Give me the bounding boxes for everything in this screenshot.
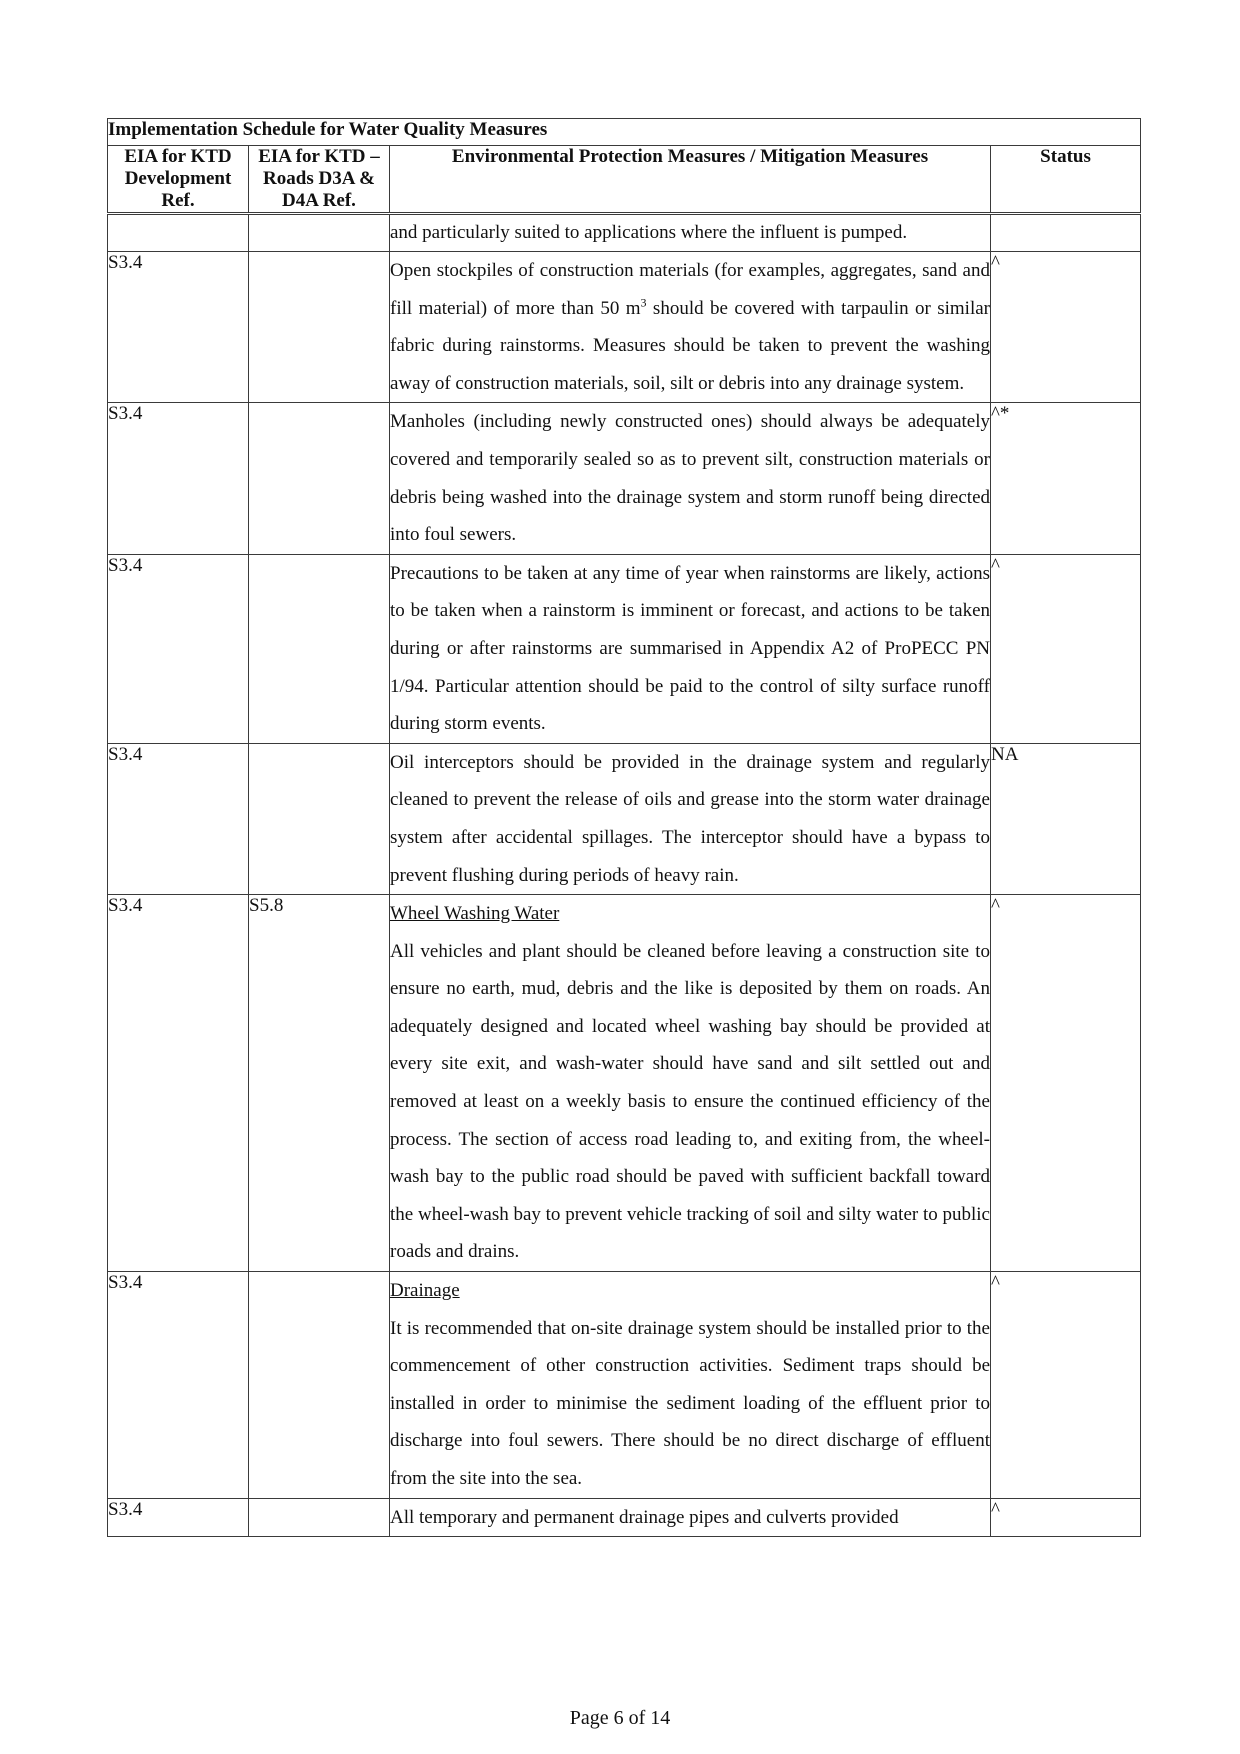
status-cell: ^	[991, 554, 1141, 743]
table-row	[108, 403, 1141, 554]
measure-text: Precautions to be taken at any time of year when rainstorms are likely, actions to be taken when a rainstorm is imminent or forecast, and actions to be taken during or after rainstorms are summarised in Appendix A2 of ProPECC PN 1/94. Particular attention should be paid to the control of silty surface runoff during storm events.	[390, 562, 990, 735]
status-cell: ^	[991, 1272, 1141, 1499]
measure-text-cont: should be covered with tarpaulin or similar fabric during rainstorms. Measures should be taken to prevent the washing away of construction materials, soil, silt or debris into any drainage system.	[390, 297, 991, 394]
measure-cell	[390, 895, 991, 1272]
status-cell: ^	[991, 895, 1141, 1272]
ref-ktd-roads	[249, 1272, 390, 1499]
header-mitigation-measures: Environmental Protection Measures / Mitigation Measures	[390, 146, 991, 214]
status-cell: ^	[991, 252, 1141, 403]
measure-text: Oil interceptors should be provided in the drainage system and regularly cleaned to prevent the release of oils and grease into the storm water drainage system after accidental spillages. The interceptor should have a bypass to prevent flushing during periods of heavy rain.	[390, 751, 990, 886]
measure-cell	[390, 214, 991, 252]
ref-ktd-development: S3.4	[108, 1498, 249, 1537]
measure-heading: Wheel Washing Water	[390, 903, 560, 925]
measure-text: and particularly suited to applications where the influent is pumped.	[390, 222, 908, 243]
header-status: Status	[991, 146, 1141, 214]
measure-cell	[390, 1498, 991, 1537]
ref-ktd-development: S3.4	[108, 403, 249, 554]
measure-text: Open stockpiles of construction materials (for examples, aggregates, sand and fill material) of more than 50 m	[390, 260, 990, 319]
table-row	[108, 1498, 1141, 1537]
measure-cell	[390, 554, 991, 743]
table-title: Implementation Schedule for Water Quality Measures	[108, 119, 1141, 146]
table-row	[108, 554, 1141, 743]
header-eia-ktd-roads-ref: EIA for KTD – Roads D3A & D4A Ref.	[249, 146, 390, 214]
measure-cell	[390, 252, 991, 403]
implementation-schedule-table	[107, 118, 1141, 1537]
measure-heading: Drainage	[390, 1280, 460, 1302]
status-cell: ^*	[991, 403, 1141, 554]
table-row	[108, 252, 1141, 403]
measure-text: It is recommended that on-site drainage system should be installed prior to the commencement of other construction activities. Sediment traps should be installed in order to minimise the sediment loading of the effluent prior to discharge into foul sewers. There should be no direct discharge of effluent from the site into the sea.	[390, 1317, 990, 1489]
superscript: 3	[640, 295, 647, 310]
measure-text: All temporary and permanent drainage pipes and culverts provided	[390, 1506, 899, 1528]
status-cell	[991, 214, 1141, 252]
ref-ktd-development: S3.4	[108, 895, 249, 1272]
table-row	[108, 895, 1141, 1272]
table-row	[108, 1272, 1141, 1499]
measure-cell	[390, 1272, 991, 1499]
table-row	[108, 214, 1141, 252]
ref-ktd-roads	[249, 1498, 390, 1537]
ref-ktd-development: S3.4	[108, 554, 249, 743]
ref-ktd-roads	[249, 554, 390, 743]
ref-ktd-roads	[249, 252, 390, 403]
status-cell: ^	[991, 1498, 1141, 1537]
measure-text: Manholes (including newly constructed ones) should always be adequately covered and temporarily sealed so as to prevent silt, construction materials or debris being washed into the drainage system and storm runoff being directed into foul sewers.	[390, 411, 990, 546]
ref-ktd-roads: S5.8	[249, 895, 390, 1272]
ref-ktd-development: S3.4	[108, 252, 249, 403]
ref-ktd-roads	[249, 743, 390, 894]
measure-cell	[390, 403, 991, 554]
status-cell: NA	[991, 743, 1141, 894]
ref-ktd-development	[108, 214, 249, 252]
header-eia-ktd-development-ref: EIA for KTD Development Ref.	[108, 146, 249, 214]
page-number: Page 6 of 14	[569, 1707, 671, 1729]
measure-cell	[390, 743, 991, 894]
ref-ktd-roads	[249, 403, 390, 554]
ref-ktd-development: S3.4	[108, 1272, 249, 1499]
table-row	[108, 743, 1141, 894]
ref-ktd-development: S3.4	[108, 743, 249, 894]
ref-ktd-roads	[249, 214, 390, 252]
measure-text: All vehicles and plant should be cleaned before leaving a construction site to ensure no earth, mud, debris and the like is deposited by them on roads. An adequately designed and located wheel washing bay should be provided at every site exit, and wash-water should have sand and silt settled out and removed at least on a weekly basis to ensure the continued efficiency of the process. The section of access road leading to, and exiting from, the wheel-wash bay to the public road should be paved with sufficient backfall toward the wheel-wash bay to prevent vehicle tracking of soil and silty water to public roads and drains.	[390, 940, 990, 1263]
